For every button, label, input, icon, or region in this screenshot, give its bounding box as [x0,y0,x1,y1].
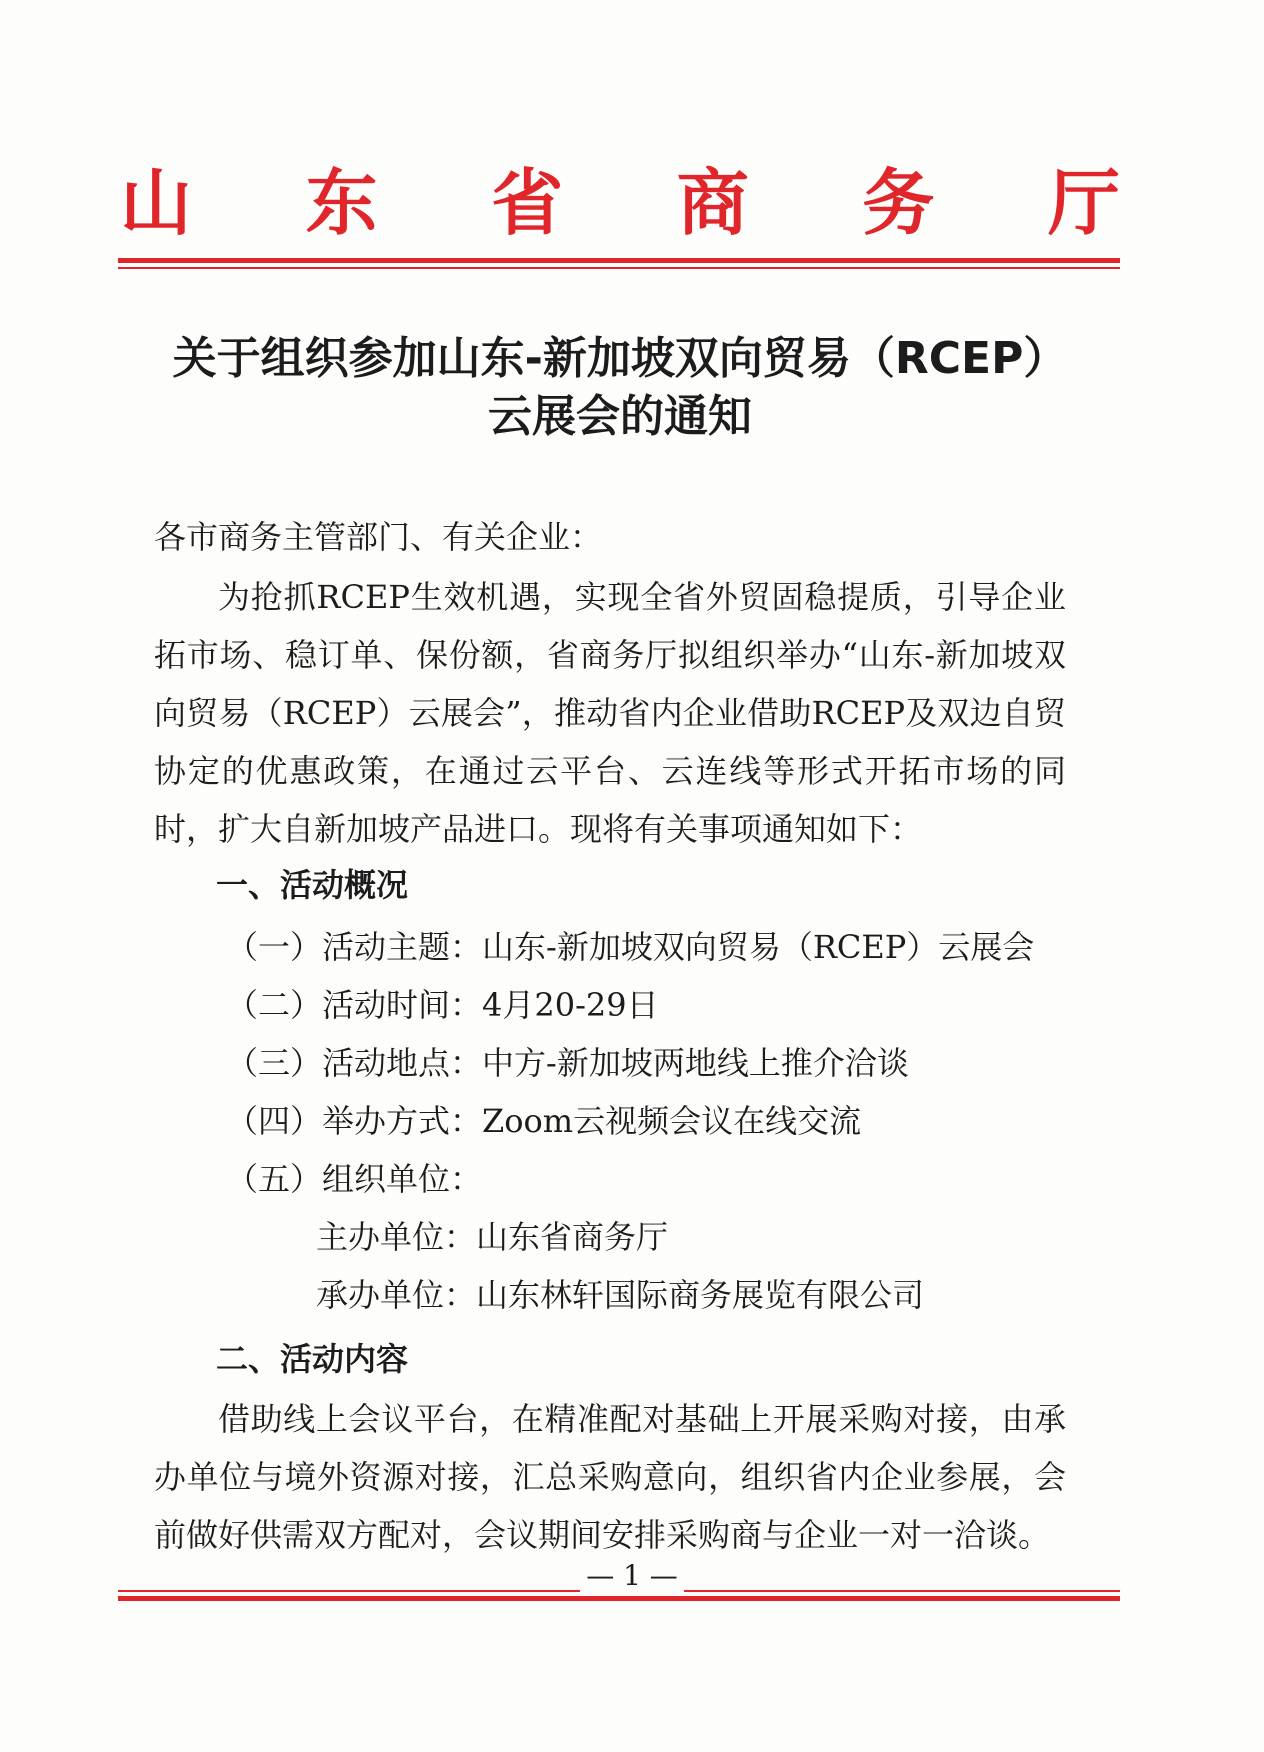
organizer-value: 山东林轩国际商务展览有限公司 [476,1276,925,1314]
masthead-char: 商 [676,160,749,245]
list-item [154,1092,1066,1150]
document-title [120,330,1120,446]
page-number [0,1560,1264,1592]
title-line-2: 云展会的通知 [488,391,752,442]
masthead-char: 省 [491,160,564,245]
activity-overview-list [154,918,1066,1324]
organizer-label: 承办单位： [316,1276,477,1314]
section-2-paragraph: 借助线上会议平台，在精准配对基础上开展采购对接，由承办单位与境外资源对接，汇总采购意向，组织省内企业参展，会前做好供需双方配对，会议期间安排采购商与企业一对一洽谈。 [154,1400,1066,1554]
item-label: （二）活动时间： [226,986,483,1024]
intro-paragraph: 为抢抓RCEP生效机遇，实现全省外贸固稳提质，引导企业拓市场、稳订单、保份额，省商务厅拟组织举办“山东-新加坡双向贸易（RCEP）云展会”，推动省内企业借助RCEP及双边自贸协定的优惠政策，在通过云平台、云连线等形式开拓市场的同时，扩大自新加坡产品进口。现将有关事项通知如下： [154,578,1066,848]
item-value: 山东-新加坡双向贸易（RCEP）云展会 [482,928,1035,966]
section-1 [154,856,1066,914]
item-value: 4月20-29日 [482,986,659,1024]
section-2 [154,1330,1066,1388]
organizer-item [154,1266,1066,1324]
organizer-item [154,1208,1066,1266]
masthead-char: 山 [120,160,193,245]
item-value: Zoom云视频会议在线交流 [482,1102,862,1140]
list-item [154,1150,1066,1208]
masthead [120,158,1120,248]
masthead-char: 厅 [1047,160,1120,245]
item-label: （三）活动地点： [226,1044,483,1082]
organizer-value: 山东省商务厅 [476,1218,669,1256]
list-item [154,976,1066,1034]
title-line-1: 关于组织参加山东-新加坡双向贸易（RCEP） [172,333,1068,384]
item-label: （四）举办方式： [226,1102,483,1140]
item-label: （五）组织单位： [226,1160,483,1198]
organizer-label: 主办单位： [316,1218,477,1256]
item-label: （一）活动主题： [226,928,483,966]
list-item [154,918,1066,976]
section-1-heading: 一、活动概况 [216,866,409,904]
item-value: 中方-新加坡两地线上推介洽谈 [482,1044,909,1082]
section-2-heading: 二、活动内容 [216,1340,409,1378]
masthead-char: 务 [862,160,935,245]
masthead-char: 东 [305,160,378,245]
addressee: 各市商务主管部门、有关企业： [154,518,603,556]
masthead-red-rule [118,258,1120,269]
page-number-text: — 1 — [580,1559,684,1592]
list-item [154,1034,1066,1092]
